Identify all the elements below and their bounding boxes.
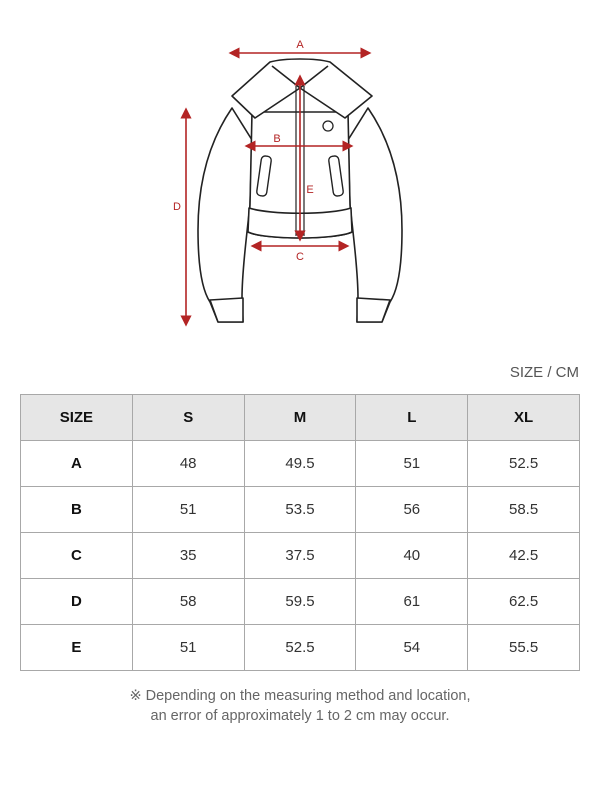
jacket-measurement-svg [0, 0, 600, 345]
table-cell: 42.5 [468, 533, 580, 579]
table-cell: 51 [132, 487, 244, 533]
table-cell: 49.5 [244, 441, 356, 487]
table-cell: 37.5 [244, 533, 356, 579]
table-row [21, 533, 580, 579]
label-b: B [273, 133, 281, 145]
right-sleeve [348, 108, 402, 322]
table-cell: 55.5 [468, 625, 580, 671]
table-cell: 54 [356, 625, 468, 671]
label-a: A [296, 39, 304, 51]
table-cell: 48 [132, 441, 244, 487]
table-cell: 59.5 [244, 579, 356, 625]
table-row [21, 579, 580, 625]
table-cell: 52.5 [244, 625, 356, 671]
right-cuff [357, 298, 390, 322]
header-xl: XL [468, 395, 580, 441]
row-label: D [21, 579, 133, 625]
measurement-note [0, 686, 600, 726]
table-row [21, 441, 580, 487]
table-cell: 51 [132, 625, 244, 671]
header-s: S [132, 395, 244, 441]
header-m: M [244, 395, 356, 441]
table-cell: 62.5 [468, 579, 580, 625]
left-cuff [210, 298, 243, 322]
table-cell: 56 [356, 487, 468, 533]
table-cell: 58 [132, 579, 244, 625]
note-line-1: ※ Depending on the measuring method and location, [129, 688, 471, 704]
row-label: B [21, 487, 133, 533]
label-d: D [173, 201, 181, 213]
label-e: E [306, 184, 314, 196]
table-cell: 35 [132, 533, 244, 579]
size-table [20, 394, 580, 671]
jacket-diagram [0, 0, 600, 345]
table-cell: 53.5 [244, 487, 356, 533]
row-label: C [21, 533, 133, 579]
table-cell: 40 [356, 533, 468, 579]
unit-label: SIZE / CM [509, 364, 579, 381]
header-l: L [356, 395, 468, 441]
table-row [21, 625, 580, 671]
label-c: C [296, 251, 304, 263]
table-cell: 51 [356, 441, 468, 487]
row-label: A [21, 441, 133, 487]
table-cell: 52.5 [468, 441, 580, 487]
table-cell: 58.5 [468, 487, 580, 533]
note-line-2: an error of approximately 1 to 2 cm may occur. [150, 708, 450, 724]
collar [232, 59, 372, 118]
header-size: SIZE [21, 395, 133, 441]
left-sleeve [198, 108, 252, 322]
table-header-row [21, 395, 580, 441]
row-label: E [21, 625, 133, 671]
table-cell: 61 [356, 579, 468, 625]
table-row [21, 487, 580, 533]
